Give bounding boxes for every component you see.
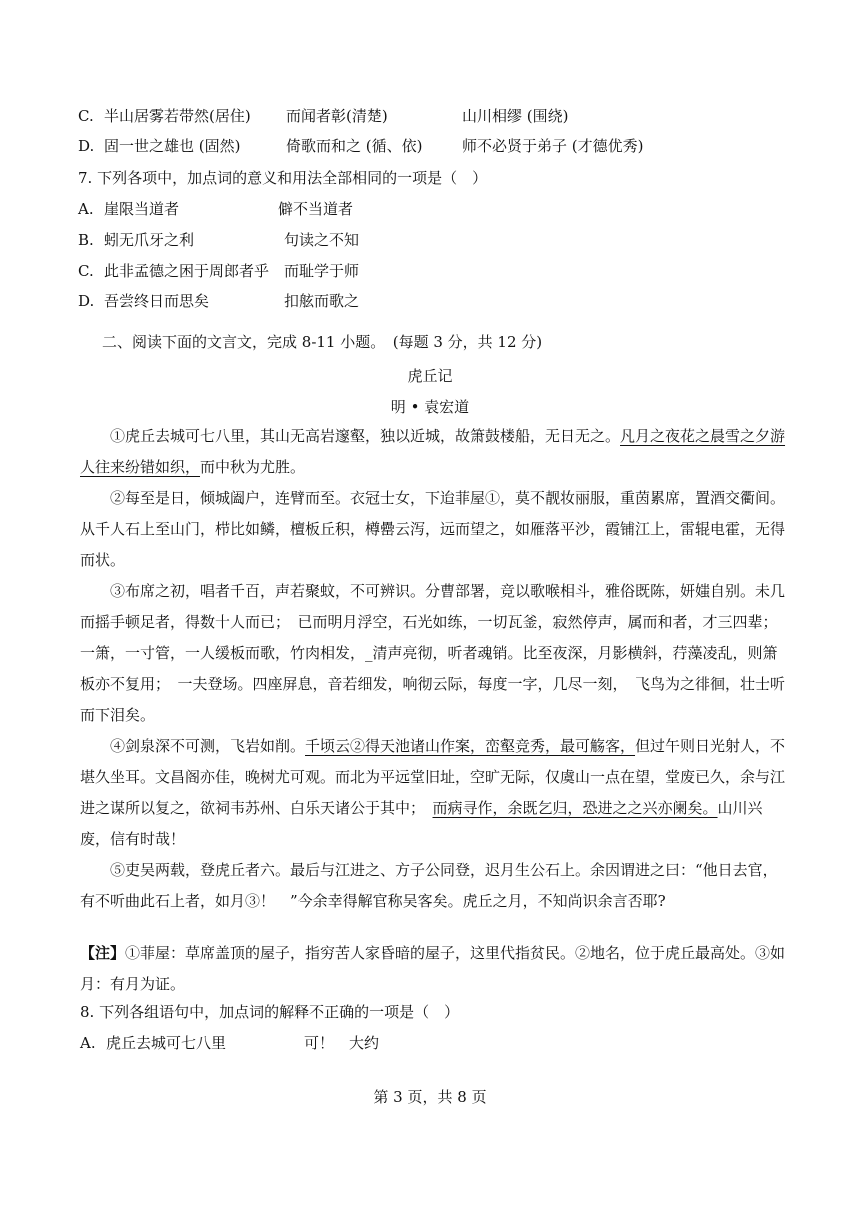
q6-d-item-2: 倚歌而和之 (循、依) [286, 137, 423, 155]
q7-option-c: C. 此非孟德之困于周郎者乎 而耻学于师 [78, 262, 360, 280]
q7-option-a: A. 崖限当道者 僻不当道者 [78, 200, 354, 218]
passage-paragraph-4: ④剑泉深不可测，飞岩如削。千顷云②得天池诸山作案，峦壑竞秀，最可觞客，但过午则日光射人，不堪久坐耳。文昌阁亦佳，晚树尤可观。而北为平远堂旧址，空旷无际，仅虞山一点在望，堂废已久，余与江进之谋所以复之，欲祠韦苏州、白乐天诸公于其中； 而病寻作，余既乞归，恐进之之兴亦阑矣。山川兴废，信有时哉！ [80, 737, 786, 848]
passage-title: 虎丘记 [407, 367, 453, 385]
page-footer: 第 3 页，共 8 页 [373, 1088, 487, 1106]
passage-paragraph-3: ③布席之初，唱者千百，声若聚蚊，不可辨识。分曹部署，竞以歌喉相斗，雅俗既陈，妍媸自别。未几而摇手顿足者，得数十人而已； 已而明月浮空，石光如练，一切瓦釜，寂然停声，属而和者，才三四辈； 一箫，一寸管，一人缓板而歌，竹肉相发，_清声亮彻，听者魂销。比至夜深，月影横斜，荇藻凌乱，则箫板亦不复用； 一夫登场。四座屏息，音若细发，响彻云际，每度一字，几尽一刻， 飞鸟为之徘徊，壮士听而下泪矣。 [80, 582, 786, 724]
passage-paragraph-1: ①虎丘去城可七八里，其山无高岩邃壑，独以近城，故箫鼓楼船，无日无之。凡月之夜花之晨雪之夕游人往来纷错如织，而中秋为尤胜。 [80, 427, 786, 476]
q7-option-b: B. 蚓无爪牙之利 句读之不知 [78, 231, 360, 249]
underlined-sentence-1: 凡月之夜花之晨雪之夕游人往来纷错如织， [80, 427, 786, 476]
section-heading: 二、阅读下面的文言文，完成 8-11 小题。 (每题 3 分，共 12 分) [102, 333, 543, 351]
underlined-sentence-3: 而病寻作，余既乞归，恐进之之兴亦阑矣。 [432, 799, 718, 817]
q8-option-a: A. 虎丘去城可七八里 可！ 大约 [80, 1034, 380, 1052]
passage-note: 【注】①菲屋：草席盖顶的屋子，指穷苦人家昏暗的屋子，这里代指贫民。②地名，位于虎丘最高处。③如月：有月为证。 [80, 944, 786, 993]
underlined-sentence-2: 千顷云②得天池诸山作案，峦壑竞秀，最可觞客， [305, 737, 636, 755]
q6-d-item-3: 师不必贤于弟子 (才德优秀) [462, 137, 644, 155]
q7-option-d: D. 吾尝终日而思矣 扣舷而歌之 [78, 292, 360, 310]
q7-stem: 7. 下列各项中，加点词的意义和用法全部相同的一项是（ ） [78, 169, 488, 187]
q6-option-c: C. 半山居雾若带然(居住) 而闻者彰(清楚) 山川相缪 (围绕) [78, 107, 569, 125]
q6-c-item-1: 半山居雾若带然(居住) [104, 107, 251, 125]
q8-stem: 8. 下列各组语句中，加点词的解释不正确的一项是（ ） [80, 1003, 460, 1021]
passage-paragraph-2: ②每至是日，倾城阖户，连臂而至。衣冠士女，下迨菲屋①，莫不靓妆丽服，重茵累席，置酒交衢间。从千人石上至山门，栉比如鳞，檀板丘积，樽罍云泻，远而望之，如雁落平沙，霞铺江上，雷辊电霍，无得而状。 [80, 489, 786, 569]
q6-option-d: D. 固一世之雄也 (固然) 倚歌而和之 (循、依) 师不必贤于弟子 (才德优秀) [78, 137, 644, 155]
q6-c-item-3: 山川相缪 (围绕) [462, 107, 569, 125]
passage-author: 明 • 袁宏道 [390, 398, 470, 416]
q6-d-item-1: 固一世之雄也 (固然) [104, 137, 241, 155]
q6-c-item-2: 而闻者彰(清楚) [286, 107, 388, 125]
passage-paragraph-5: ⑤吏吴两载，登虎丘者六。最后与江进之、方子公同登，迟月生公石上。余因谓进之曰：“他日去官，有不听曲此石上者，如月③！ ”今余幸得解官称吴客矣。虎丘之月，不知尚识余言否耶? [80, 861, 778, 910]
